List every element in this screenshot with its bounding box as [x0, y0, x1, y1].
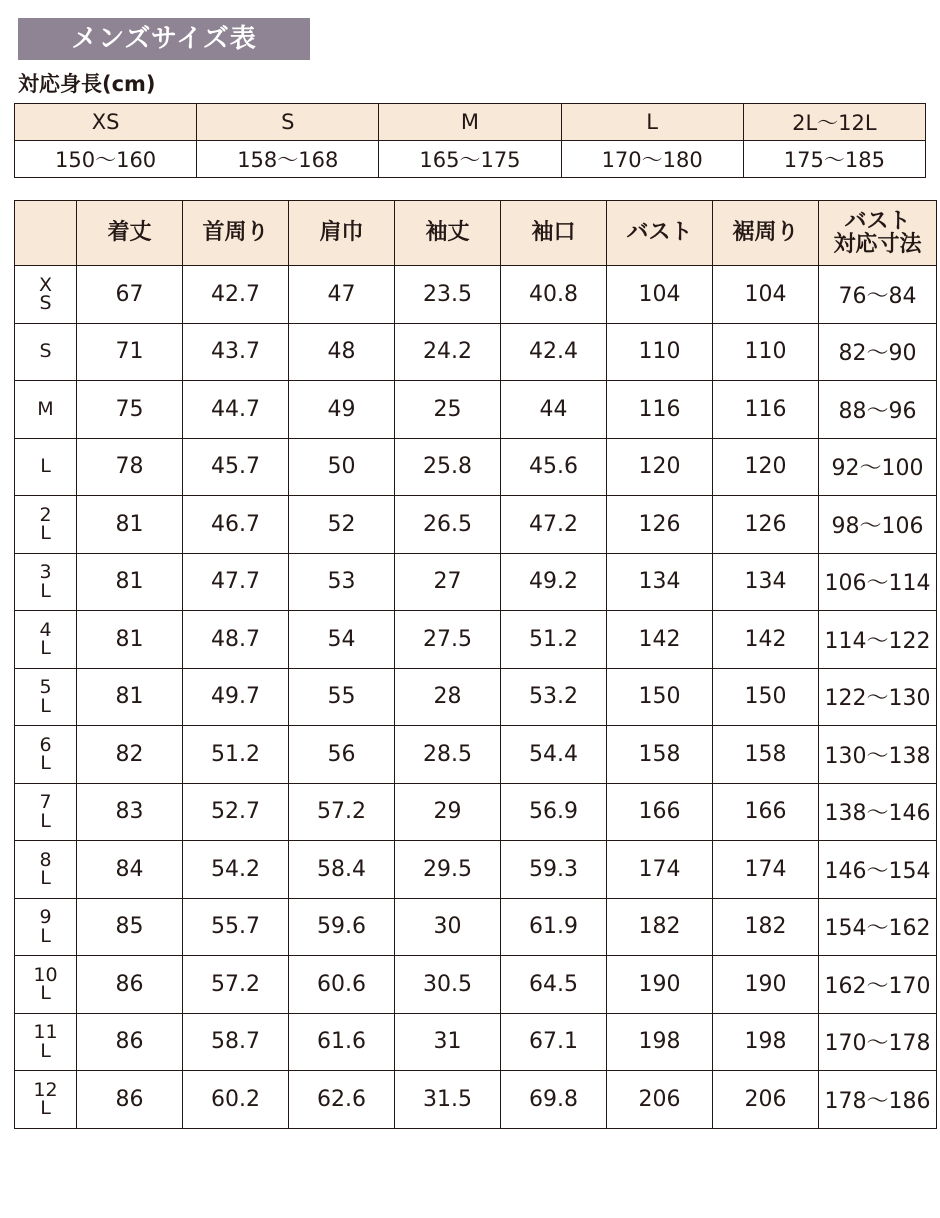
cell-bust-fit: 130〜138: [819, 726, 937, 784]
row-size-label-line1: 8: [39, 848, 52, 871]
cell-kubimawari: 51.2: [183, 726, 289, 784]
cell-susomawari: 134: [713, 553, 819, 611]
height-col-2l-12l: 2L〜12L: [743, 104, 925, 141]
row-size-label-line2: L: [40, 924, 51, 947]
row-size-label-line1: X: [38, 273, 53, 296]
cell-katahaba: 59.6: [289, 898, 395, 956]
table-row: [15, 956, 937, 1014]
height-value-l: 170〜180: [561, 141, 743, 178]
measurement-col-sodetake: 袖丈: [395, 201, 501, 266]
cell-sodetake: 25: [395, 381, 501, 439]
cell-kubimawari: 46.7: [183, 496, 289, 554]
cell-susomawari: 174: [713, 841, 819, 899]
row-size-label: [15, 266, 77, 324]
row-size-label: [15, 611, 77, 669]
table-row: [15, 1071, 937, 1129]
cell-sodetake: 29.5: [395, 841, 501, 899]
cell-bust-fit: 88〜96: [819, 381, 937, 439]
row-size-label: [15, 381, 77, 439]
row-size-label-line1: 7: [39, 791, 52, 814]
cell-sodeguchi: 67.1: [501, 1013, 607, 1071]
measurement-col-sodeguchi: 袖口: [501, 201, 607, 266]
cell-kubimawari: 48.7: [183, 611, 289, 669]
cell-kubimawari: 44.7: [183, 381, 289, 439]
cell-katahaba: 57.2: [289, 783, 395, 841]
measurement-col-kitake: 着丈: [77, 201, 183, 266]
cell-sodetake: 28.5: [395, 726, 501, 784]
row-size-label-line1: 4: [39, 618, 52, 641]
row-size-label-line2: L: [40, 1097, 51, 1120]
measurement-body: [15, 266, 937, 1129]
cell-katahaba: 60.6: [289, 956, 395, 1014]
row-size-label-line2: L: [40, 637, 51, 660]
table-row: [15, 553, 937, 611]
cell-sodeguchi: 47.2: [501, 496, 607, 554]
cell-kitake: 75: [77, 381, 183, 439]
cell-sodetake: 23.5: [395, 266, 501, 324]
cell-susomawari: 206: [713, 1071, 819, 1129]
page-title: メンズサイズ表: [71, 24, 257, 54]
cell-susomawari: 110: [713, 323, 819, 381]
cell-bust: 174: [607, 841, 713, 899]
height-value-s: 158〜168: [197, 141, 379, 178]
row-size-label-line1: M: [37, 397, 54, 420]
row-size-label-line1: L: [40, 455, 51, 478]
row-size-label: [15, 496, 77, 554]
row-size-label-line1: 2: [39, 503, 52, 526]
cell-katahaba: 61.6: [289, 1013, 395, 1071]
row-size-label-line2: L: [40, 809, 51, 832]
row-size-label: [15, 438, 77, 496]
cell-bust-fit: 98〜106: [819, 496, 937, 554]
cell-kubimawari: 43.7: [183, 323, 289, 381]
row-size-label: [15, 1013, 77, 1071]
cell-bust: 206: [607, 1071, 713, 1129]
row-size-label: [15, 956, 77, 1014]
cell-bust-fit: 138〜146: [819, 783, 937, 841]
row-size-label-line1: S: [39, 340, 52, 363]
cell-katahaba: 53: [289, 553, 395, 611]
height-value-xs: 150〜160: [15, 141, 197, 178]
cell-susomawari: 182: [713, 898, 819, 956]
row-size-label: [15, 841, 77, 899]
cell-katahaba: 52: [289, 496, 395, 554]
cell-bust: 166: [607, 783, 713, 841]
cell-bust-fit: 146〜154: [819, 841, 937, 899]
cell-susomawari: 158: [713, 726, 819, 784]
row-size-label: [15, 726, 77, 784]
cell-katahaba: 62.6: [289, 1071, 395, 1129]
cell-sodeguchi: 40.8: [501, 266, 607, 324]
cell-bust-fit: 114〜122: [819, 611, 937, 669]
row-size-label: [15, 668, 77, 726]
measurement-col-kubimawari: 首周り: [183, 201, 289, 266]
cell-kitake: 86: [77, 1071, 183, 1129]
cell-bust-fit: 170〜178: [819, 1013, 937, 1071]
height-range-table: [14, 103, 926, 178]
cell-bust-fit: 154〜162: [819, 898, 937, 956]
table-row: [15, 323, 937, 381]
cell-sodeguchi: 42.4: [501, 323, 607, 381]
cell-susomawari: 166: [713, 783, 819, 841]
cell-bust: 116: [607, 381, 713, 439]
cell-kitake: 78: [77, 438, 183, 496]
measurement-corner-cell: [15, 201, 77, 266]
cell-bust: 104: [607, 266, 713, 324]
measurement-header-row: [15, 201, 937, 266]
row-size-label-line2: L: [40, 867, 51, 890]
cell-bust: 142: [607, 611, 713, 669]
cell-kitake: 83: [77, 783, 183, 841]
cell-susomawari: 150: [713, 668, 819, 726]
cell-bust-fit: 106〜114: [819, 553, 937, 611]
cell-sodeguchi: 51.2: [501, 611, 607, 669]
cell-sodeguchi: 53.2: [501, 668, 607, 726]
cell-kubimawari: 57.2: [183, 956, 289, 1014]
measurement-table: [14, 200, 937, 1129]
cell-kitake: 67: [77, 266, 183, 324]
cell-kubimawari: 60.2: [183, 1071, 289, 1129]
cell-sodetake: 25.8: [395, 438, 501, 496]
cell-katahaba: 49: [289, 381, 395, 439]
cell-kubimawari: 52.7: [183, 783, 289, 841]
size-chart-page: [0, 18, 940, 1218]
cell-katahaba: 50: [289, 438, 395, 496]
height-table-header-row: [15, 104, 926, 141]
row-size-label-line1: 9: [39, 906, 52, 929]
cell-bust: 182: [607, 898, 713, 956]
cell-sodeguchi: 45.6: [501, 438, 607, 496]
cell-bust: 126: [607, 496, 713, 554]
measurement-col-susomawari: 裾周り: [713, 201, 819, 266]
cell-katahaba: 48: [289, 323, 395, 381]
row-size-label: [15, 783, 77, 841]
cell-sodetake: 31.5: [395, 1071, 501, 1129]
cell-kubimawari: 45.7: [183, 438, 289, 496]
cell-sodetake: 24.2: [395, 323, 501, 381]
cell-bust-fit: 122〜130: [819, 668, 937, 726]
cell-susomawari: 190: [713, 956, 819, 1014]
cell-susomawari: 116: [713, 381, 819, 439]
row-size-label-line1: 11: [33, 1021, 58, 1044]
table-row: [15, 898, 937, 956]
cell-sodetake: 30.5: [395, 956, 501, 1014]
table-row: [15, 726, 937, 784]
table-row: [15, 783, 937, 841]
cell-katahaba: 55: [289, 668, 395, 726]
table-row: [15, 381, 937, 439]
cell-bust: 158: [607, 726, 713, 784]
height-col-l: L: [561, 104, 743, 141]
cell-bust-fit: 178〜186: [819, 1071, 937, 1129]
cell-kitake: 81: [77, 553, 183, 611]
table-row: [15, 611, 937, 669]
row-size-label-line2: L: [40, 579, 51, 602]
cell-bust: 120: [607, 438, 713, 496]
cell-sodetake: 29: [395, 783, 501, 841]
cell-kitake: 71: [77, 323, 183, 381]
cell-bust-fit: 82〜90: [819, 323, 937, 381]
cell-sodeguchi: 69.8: [501, 1071, 607, 1129]
page-title-banner: [18, 18, 310, 60]
cell-susomawari: 142: [713, 611, 819, 669]
measurement-col-katahaba: 肩巾: [289, 201, 395, 266]
cell-katahaba: 47: [289, 266, 395, 324]
cell-susomawari: 120: [713, 438, 819, 496]
cell-sodetake: 27.5: [395, 611, 501, 669]
measurement-col-bust-fit-line2: 対応寸法: [833, 232, 922, 257]
cell-susomawari: 126: [713, 496, 819, 554]
cell-katahaba: 56: [289, 726, 395, 784]
measurement-col-bust-fit-line1: バスト: [844, 208, 911, 234]
row-size-label-line1: 5: [39, 676, 52, 699]
row-size-label-line1: 3: [39, 561, 52, 584]
cell-kitake: 81: [77, 611, 183, 669]
cell-sodeguchi: 49.2: [501, 553, 607, 611]
measurement-col-bust: バスト: [607, 201, 713, 266]
row-size-label: [15, 1071, 77, 1129]
row-size-label-line2: L: [40, 522, 51, 545]
table-row: [15, 668, 937, 726]
cell-kubimawari: 54.2: [183, 841, 289, 899]
row-size-label-line2: S: [39, 292, 52, 315]
cell-kitake: 82: [77, 726, 183, 784]
table-row: [15, 1013, 937, 1071]
cell-katahaba: 58.4: [289, 841, 395, 899]
row-size-label-line1: 6: [39, 733, 52, 756]
height-col-s: S: [197, 104, 379, 141]
row-size-label-line2: L: [40, 694, 51, 717]
cell-sodetake: 28: [395, 668, 501, 726]
cell-kubimawari: 42.7: [183, 266, 289, 324]
cell-sodetake: 30: [395, 898, 501, 956]
cell-kubimawari: 58.7: [183, 1013, 289, 1071]
cell-kubimawari: 47.7: [183, 553, 289, 611]
cell-katahaba: 54: [289, 611, 395, 669]
row-size-label-line2: L: [40, 982, 51, 1005]
cell-sodetake: 27: [395, 553, 501, 611]
cell-bust: 198: [607, 1013, 713, 1071]
cell-sodeguchi: 54.4: [501, 726, 607, 784]
cell-bust-fit: 76〜84: [819, 266, 937, 324]
table-row: [15, 438, 937, 496]
height-col-m: M: [379, 104, 561, 141]
table-row: [15, 841, 937, 899]
cell-sodetake: 26.5: [395, 496, 501, 554]
row-size-label-line1: 12: [33, 1078, 58, 1101]
cell-sodeguchi: 44: [501, 381, 607, 439]
height-value-2l-12l: 175〜185: [743, 141, 925, 178]
table-row: [15, 266, 937, 324]
cell-sodeguchi: 61.9: [501, 898, 607, 956]
cell-susomawari: 198: [713, 1013, 819, 1071]
cell-sodetake: 31: [395, 1013, 501, 1071]
cell-kubimawari: 49.7: [183, 668, 289, 726]
cell-susomawari: 104: [713, 266, 819, 324]
cell-kitake: 86: [77, 1013, 183, 1071]
cell-kubimawari: 55.7: [183, 898, 289, 956]
cell-bust: 110: [607, 323, 713, 381]
row-size-label-line2: L: [40, 1039, 51, 1062]
height-value-m: 165〜175: [379, 141, 561, 178]
cell-kitake: 84: [77, 841, 183, 899]
cell-bust: 134: [607, 553, 713, 611]
row-size-label: [15, 553, 77, 611]
cell-sodeguchi: 56.9: [501, 783, 607, 841]
row-size-label: [15, 323, 77, 381]
cell-kitake: 81: [77, 668, 183, 726]
row-size-label: [15, 898, 77, 956]
cell-kitake: 85: [77, 898, 183, 956]
cell-bust: 190: [607, 956, 713, 1014]
row-size-label-line1: 10: [33, 963, 58, 986]
cell-bust-fit: 92〜100: [819, 438, 937, 496]
height-col-xs: XS: [15, 104, 197, 141]
cell-kitake: 81: [77, 496, 183, 554]
cell-sodeguchi: 64.5: [501, 956, 607, 1014]
height-section-heading: 対応身長(cm): [18, 72, 156, 96]
row-size-label-line2: L: [40, 752, 51, 775]
cell-sodeguchi: 59.3: [501, 841, 607, 899]
measurement-col-bust-fit: [819, 201, 937, 266]
cell-bust-fit: 162〜170: [819, 956, 937, 1014]
cell-bust: 150: [607, 668, 713, 726]
height-table-row: [15, 141, 926, 178]
table-row: [15, 496, 937, 554]
cell-kitake: 86: [77, 956, 183, 1014]
